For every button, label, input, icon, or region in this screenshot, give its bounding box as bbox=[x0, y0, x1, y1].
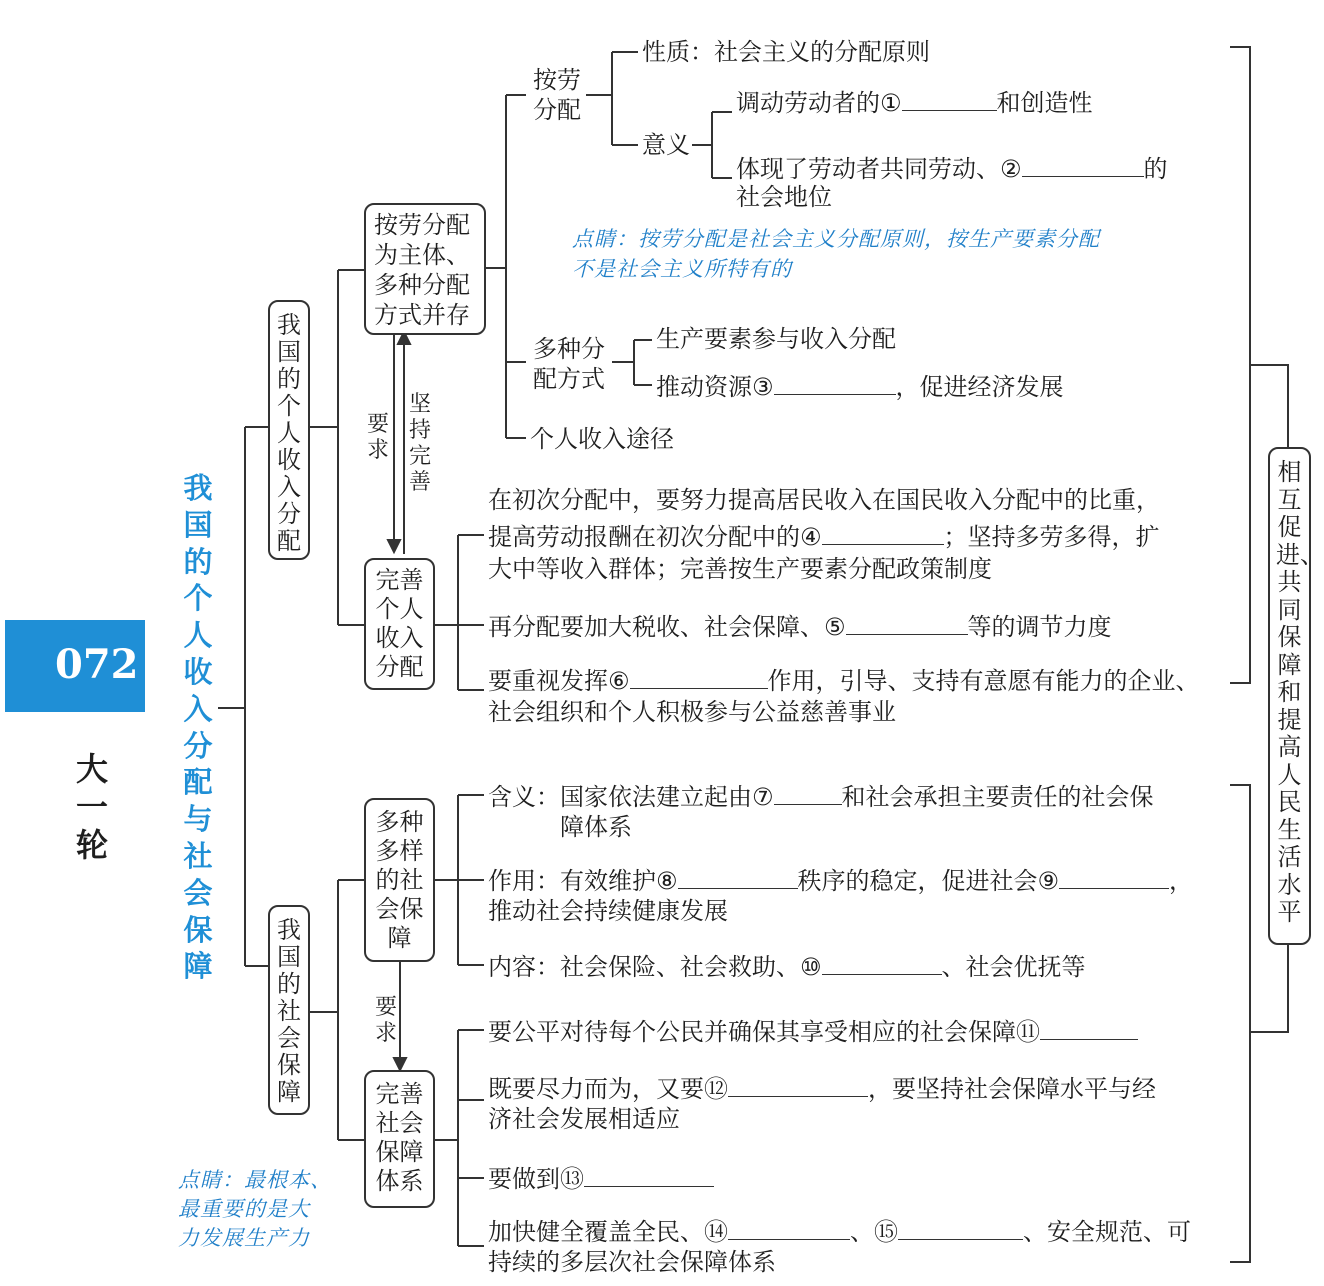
blank-6 bbox=[630, 664, 768, 689]
blank-14 bbox=[728, 1215, 850, 1240]
security-meaning: 含义：国家依法建立起由⑦ 和社会承担主要责任的社会保 bbox=[488, 780, 1154, 813]
perfect-income-p1-line1: 在初次分配中，要努力提高居民收入在国民收入分配中的比重， bbox=[488, 486, 1160, 514]
perfect-income-p2: 再分配要加大税收、社会保障、⑤ 等的调节力度 bbox=[488, 610, 1112, 643]
blank-8 bbox=[678, 864, 798, 889]
perfect-income-p3: 要重视发挥⑥ 作用，引导、支持有意愿有能力的企业、 bbox=[488, 664, 1200, 697]
security-req-4: 加快健全覆盖全民、⑭ 、⑮ 、安全规范、可 bbox=[488, 1215, 1191, 1248]
perfect-security-box: 完善社会保障体系 bbox=[364, 1070, 435, 1208]
main-distribution-box: 按劳分配为主体、多种分配方式并存 bbox=[364, 203, 486, 335]
page-number-badge bbox=[5, 620, 145, 712]
labor-meaning-2: 体现了劳动者共同劳动、② 的 bbox=[736, 152, 1168, 185]
blank-5 bbox=[846, 610, 968, 635]
blank-10 bbox=[822, 950, 942, 975]
labor-meaning-1: 调动劳动者的① 和创造性 bbox=[736, 86, 1093, 119]
security-req-2: 既要尽力而为，又要⑫ ，要坚持社会保障水平与经 bbox=[488, 1072, 1156, 1105]
blank-4 bbox=[822, 520, 944, 545]
perfect-income-p1-line3: 大中等收入群体；完善按生产要素分配政策制度 bbox=[488, 555, 992, 583]
blank-1 bbox=[902, 86, 997, 111]
blank-15 bbox=[898, 1215, 1023, 1240]
branch-security: 我国的社会保障 bbox=[268, 905, 310, 1115]
labor-nature: 性质：社会主义的分配原则 bbox=[642, 38, 930, 66]
security-role-cont: 推动社会持续健康发展 bbox=[488, 897, 728, 925]
blank-9 bbox=[1059, 864, 1169, 889]
multi-item-2: 推动资源③ ，促进经济发展 bbox=[656, 370, 1064, 403]
income-arrow-up-label: 坚持完善 bbox=[408, 392, 431, 495]
security-req-2-cont: 济社会发展相适应 bbox=[488, 1105, 680, 1133]
income-arrow-down-label: 要求 bbox=[366, 412, 389, 463]
bottom-note: 点睛：最根本、 最重要的是大 力发展生产力 bbox=[178, 1168, 332, 1250]
blank-12 bbox=[728, 1072, 868, 1097]
blank-11 bbox=[1040, 1015, 1138, 1040]
page-number: 072 bbox=[55, 641, 139, 688]
multi-distribution-label: 多种分配方式 bbox=[533, 335, 605, 393]
right-summary-box: 相互促进、共同保障和提高人民生活水平 bbox=[1268, 447, 1311, 945]
security-req-3: 要做到⑬ bbox=[488, 1162, 714, 1195]
multi-item-1: 生产要素参与收入分配 bbox=[656, 325, 896, 353]
security-meaning-cont: 障体系 bbox=[560, 813, 632, 841]
security-req-1: 要公平对待每个公民并确保其享受相应的社会保障⑪ bbox=[488, 1015, 1138, 1048]
security-req-4-cont: 持续的多层次社会保障体系 bbox=[488, 1248, 776, 1276]
diverse-security-box: 多种多样的社会保障 bbox=[364, 798, 435, 962]
income-channels: 个人收入途径 bbox=[530, 425, 674, 453]
perfect-income-p1-line2: 提高劳动报酬在初次分配中的④ ；坚持多劳多得，扩 bbox=[488, 520, 1160, 553]
labor-meaning-label: 意义 bbox=[642, 131, 690, 159]
series-label: 大一轮 bbox=[75, 750, 108, 864]
labor-distribution-label: 按劳分配 bbox=[533, 66, 581, 124]
income-note: 点睛：按劳分配是社会主义分配原则，按生产要素分配 不是社会主义所特有的 bbox=[572, 227, 1100, 281]
diagram-title: 我国的个人收入分配与社会保障 bbox=[183, 471, 213, 984]
security-content: 内容：社会保险、社会救助、⑩ 、社会优抚等 bbox=[488, 950, 1086, 983]
branch-income: 我国的个人收入分配 bbox=[268, 300, 310, 560]
blank-3 bbox=[774, 370, 896, 395]
security-role: 作用：有效维护⑧ 秩序的稳定，促进社会⑨ ， bbox=[488, 864, 1193, 897]
blank-2 bbox=[1022, 152, 1144, 177]
perfect-income-box: 完善个人收入分配 bbox=[364, 558, 435, 690]
security-arrow-label: 要求 bbox=[374, 995, 397, 1046]
blank-7 bbox=[774, 780, 842, 805]
labor-meaning-2-cont: 社会地位 bbox=[736, 183, 832, 211]
perfect-income-p3-cont: 社会组织和个人积极参与公益慈善事业 bbox=[488, 698, 896, 726]
blank-13 bbox=[584, 1162, 714, 1187]
